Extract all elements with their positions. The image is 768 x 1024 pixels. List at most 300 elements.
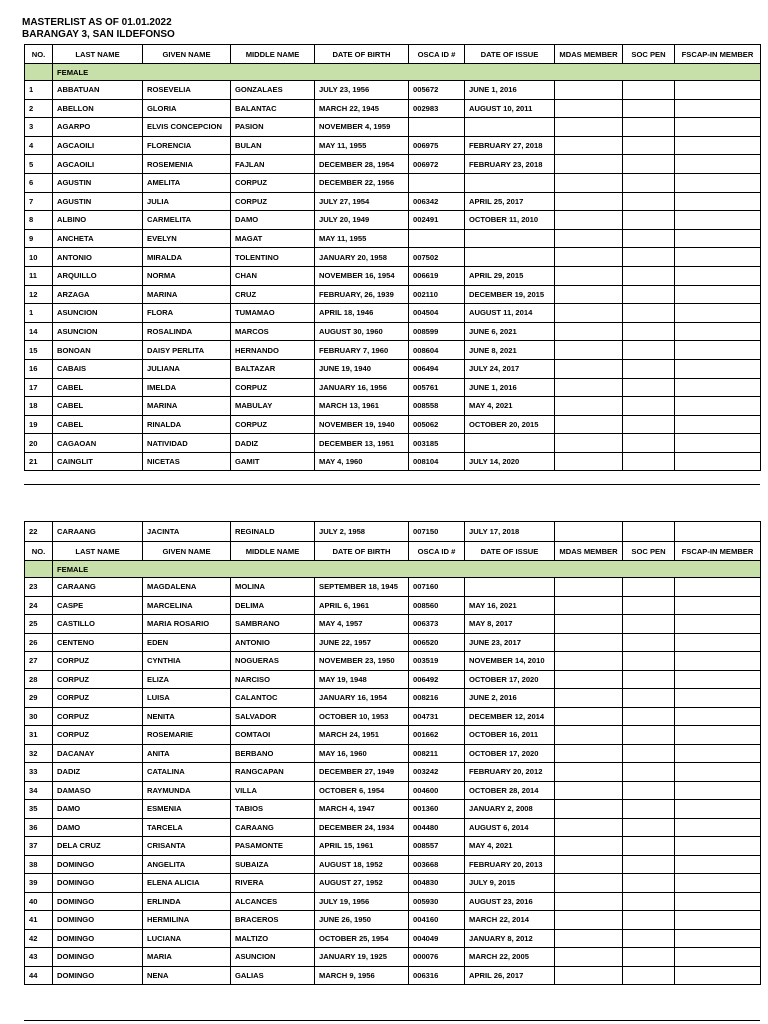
cell-osca-id: 006619: [409, 266, 465, 285]
cell-given-name: MIRALDA: [143, 248, 231, 267]
cell-last-name: ASUNCION: [53, 304, 143, 323]
cell-soc-pen: [623, 966, 675, 985]
cell-osca-id: [409, 173, 465, 192]
cell-middle-name: BALTAZAR: [231, 359, 315, 378]
cell-fscap-in-member: [675, 818, 761, 837]
cell-date-of-issue: OCTOBER 11, 2010: [465, 211, 555, 230]
cell-soc-pen: [623, 855, 675, 874]
cell-date-of-birth: NOVEMBER 16, 1954: [315, 266, 409, 285]
cell-osca-id: 008599: [409, 322, 465, 341]
column-header-mdas-member: MDAS MEMBER: [555, 45, 623, 64]
cell-last-name: CARAANG: [53, 522, 143, 542]
cell-date-of-issue: OCTOBER 28, 2014: [465, 781, 555, 800]
cell-soc-pen: [623, 652, 675, 671]
cell-middle-name: NOGUERAS: [231, 652, 315, 671]
cell-soc-pen: [623, 229, 675, 248]
cell-date-of-birth: MAY 4, 1960: [315, 452, 409, 471]
cell-date-of-birth: MAY 11, 1955: [315, 136, 409, 155]
cell-date-of-issue: MARCH 22, 2005: [465, 948, 555, 967]
cell-middle-name: CORPUZ: [231, 173, 315, 192]
cell-date-of-issue: AUGUST 10, 2011: [465, 99, 555, 118]
cell-no: 3: [25, 118, 53, 137]
cell-given-name: CATALINA: [143, 763, 231, 782]
cell-given-name: EDEN: [143, 633, 231, 652]
cell-last-name: DACANAY: [53, 744, 143, 763]
cell-date-of-birth: FEBRUARY 7, 1960: [315, 341, 409, 360]
cell-no: 38: [25, 855, 53, 874]
cell-fscap-in-member: [675, 173, 761, 192]
cell-osca-id: 006494: [409, 359, 465, 378]
cell-soc-pen: [623, 726, 675, 745]
section-row-female: [25, 561, 761, 578]
cell-date-of-issue: JUNE 8, 2021: [465, 341, 555, 360]
cell-date-of-issue: JUNE 6, 2021: [465, 322, 555, 341]
cell-date-of-issue: JANUARY 8, 2012: [465, 929, 555, 948]
cell-osca-id: 001662: [409, 726, 465, 745]
cell-fscap-in-member: [675, 434, 761, 453]
cell-last-name: DOMINGO: [53, 966, 143, 985]
cell-mdas-member: [555, 522, 623, 542]
column-header-osca-id: OSCA ID #: [409, 542, 465, 561]
cell-date-of-issue: DECEMBER 12, 2014: [465, 707, 555, 726]
cell-date-of-issue: [465, 229, 555, 248]
column-header-last-name: LAST NAME: [53, 542, 143, 561]
cell-middle-name: DELIMA: [231, 596, 315, 615]
cell-given-name: NENITA: [143, 707, 231, 726]
cell-fscap-in-member: [675, 211, 761, 230]
cell-date-of-birth: JULY 20, 1949: [315, 211, 409, 230]
column-header-given-name: GIVEN NAME: [143, 45, 231, 64]
cell-osca-id: 000076: [409, 948, 465, 967]
cell-date-of-birth: DECEMBER 24, 1934: [315, 818, 409, 837]
cell-soc-pen: [623, 744, 675, 763]
cell-date-of-issue: JUNE 2, 2016: [465, 689, 555, 708]
cell-date-of-birth: JULY 2, 1958: [315, 522, 409, 542]
cell-soc-pen: [623, 800, 675, 819]
cell-date-of-issue: AUGUST 6, 2014: [465, 818, 555, 837]
cell-given-name: DAISY PERLITA: [143, 341, 231, 360]
table-row: [25, 596, 761, 615]
cell-no: 16: [25, 359, 53, 378]
table-row: [25, 415, 761, 434]
cell-last-name: BONOAN: [53, 341, 143, 360]
cell-osca-id: 003668: [409, 855, 465, 874]
cell-given-name: GLORIA: [143, 99, 231, 118]
cell-given-name: MARINA: [143, 285, 231, 304]
cell-soc-pen: [623, 341, 675, 360]
cell-no: 37: [25, 837, 53, 856]
column-header-osca-id: OSCA ID #: [409, 45, 465, 64]
cell-mdas-member: [555, 304, 623, 323]
cell-date-of-birth: AUGUST 27, 1952: [315, 874, 409, 893]
cell-date-of-birth: MARCH 4, 1947: [315, 800, 409, 819]
page-divider: [24, 484, 760, 485]
cell-date-of-issue: MAY 8, 2017: [465, 615, 555, 634]
table-row: [25, 948, 761, 967]
cell-no: 15: [25, 341, 53, 360]
cell-date-of-birth: MARCH 22, 1945: [315, 99, 409, 118]
cell-date-of-issue: OCTOBER 17, 2020: [465, 744, 555, 763]
cell-middle-name: CORPUZ: [231, 378, 315, 397]
table-row: [25, 837, 761, 856]
cell-no: 19: [25, 415, 53, 434]
cell-date-of-issue: JANUARY 2, 2008: [465, 800, 555, 819]
cell-middle-name: GALIAS: [231, 966, 315, 985]
cell-soc-pen: [623, 948, 675, 967]
cell-soc-pen: [623, 763, 675, 782]
cell-mdas-member: [555, 763, 623, 782]
cell-date-of-birth: SEPTEMBER 18, 1945: [315, 578, 409, 597]
cell-fscap-in-member: [675, 118, 761, 137]
cell-date-of-issue: JUNE 1, 2016: [465, 81, 555, 100]
table-row: [25, 434, 761, 453]
cell-given-name: NICETAS: [143, 452, 231, 471]
cell-given-name: CYNTHIA: [143, 652, 231, 671]
cell-last-name: CAINGLIT: [53, 452, 143, 471]
table-row: [25, 911, 761, 930]
cell-soc-pen: [623, 322, 675, 341]
column-header-no: NO.: [25, 542, 53, 561]
cell-soc-pen: [623, 911, 675, 930]
cell-given-name: MARIA: [143, 948, 231, 967]
cell-middle-name: MABULAY: [231, 397, 315, 416]
cell-osca-id: 007160: [409, 578, 465, 597]
document-title: MASTERLIST AS OF 01.01.2022: [22, 17, 172, 28]
cell-middle-name: MALTIZO: [231, 929, 315, 948]
cell-date-of-issue: [465, 578, 555, 597]
table-row: [25, 285, 761, 304]
cell-mdas-member: [555, 670, 623, 689]
cell-date-of-issue: JUNE 1, 2016: [465, 378, 555, 397]
cell-date-of-birth: DECEMBER 27, 1949: [315, 763, 409, 782]
cell-mdas-member: [555, 452, 623, 471]
cell-no: 44: [25, 966, 53, 985]
cell-last-name: CABAIS: [53, 359, 143, 378]
cell-osca-id: 002983: [409, 99, 465, 118]
cell-last-name: DOMINGO: [53, 911, 143, 930]
cell-osca-id: 003519: [409, 652, 465, 671]
cell-middle-name: SALVADOR: [231, 707, 315, 726]
column-header-middle-name: MIDDLE NAME: [231, 45, 315, 64]
cell-osca-id: 004480: [409, 818, 465, 837]
cell-middle-name: DAMO: [231, 211, 315, 230]
cell-fscap-in-member: [675, 744, 761, 763]
cell-date-of-issue: OCTOBER 16, 2011: [465, 726, 555, 745]
cell-soc-pen: [623, 929, 675, 948]
cell-given-name: LUCIANA: [143, 929, 231, 948]
cell-mdas-member: [555, 707, 623, 726]
table-row: [25, 578, 761, 597]
cell-no: 40: [25, 892, 53, 911]
cell-last-name: CORPUZ: [53, 707, 143, 726]
cell-osca-id: 004600: [409, 781, 465, 800]
cell-fscap-in-member: [675, 874, 761, 893]
cell-fscap-in-member: [675, 615, 761, 634]
cell-fscap-in-member: [675, 596, 761, 615]
cell-given-name: AMELITA: [143, 173, 231, 192]
cell-date-of-issue: JULY 14, 2020: [465, 452, 555, 471]
cell-osca-id: 004504: [409, 304, 465, 323]
cell-mdas-member: [555, 378, 623, 397]
cell-middle-name: BERBANO: [231, 744, 315, 763]
cell-no: 20: [25, 434, 53, 453]
cell-fscap-in-member: [675, 359, 761, 378]
cell-osca-id: 004160: [409, 911, 465, 930]
cell-fscap-in-member: [675, 929, 761, 948]
cell-osca-id: 005761: [409, 378, 465, 397]
cell-mdas-member: [555, 415, 623, 434]
cell-osca-id: 002110: [409, 285, 465, 304]
cell-middle-name: NARCISO: [231, 670, 315, 689]
cell-no: 8: [25, 211, 53, 230]
column-header-mdas-member: MDAS MEMBER: [555, 542, 623, 561]
header-row: [25, 542, 761, 561]
table-row: [25, 929, 761, 948]
cell-soc-pen: [623, 596, 675, 615]
cell-soc-pen: [623, 285, 675, 304]
cell-no: 4: [25, 136, 53, 155]
cell-date-of-birth: JANUARY 16, 1956: [315, 378, 409, 397]
cell-osca-id: 004830: [409, 874, 465, 893]
table-row: [25, 874, 761, 893]
cell-no: 10: [25, 248, 53, 267]
cell-date-of-birth: FEBRUARY, 26, 1939: [315, 285, 409, 304]
cell-last-name: AGUSTIN: [53, 173, 143, 192]
cell-date-of-issue: APRIL 29, 2015: [465, 266, 555, 285]
cell-last-name: ASUNCION: [53, 322, 143, 341]
cell-no: 2: [25, 99, 53, 118]
cell-given-name: EVELYN: [143, 229, 231, 248]
cell-last-name: CABEL: [53, 415, 143, 434]
cell-last-name: ARQUILLO: [53, 266, 143, 285]
cell-soc-pen: [623, 359, 675, 378]
cell-fscap-in-member: [675, 763, 761, 782]
cell-no: 43: [25, 948, 53, 967]
cell-given-name: MARINA: [143, 397, 231, 416]
cell-soc-pen: [623, 633, 675, 652]
section-spacer: [25, 561, 53, 578]
cell-given-name: NORMA: [143, 266, 231, 285]
cell-soc-pen: [623, 892, 675, 911]
cell-osca-id: 005672: [409, 81, 465, 100]
cell-date-of-birth: APRIL 15, 1961: [315, 837, 409, 856]
cell-fscap-in-member: [675, 911, 761, 930]
cell-last-name: DOMINGO: [53, 948, 143, 967]
cell-no: 14: [25, 322, 53, 341]
cell-given-name: NENA: [143, 966, 231, 985]
cell-fscap-in-member: [675, 266, 761, 285]
cell-soc-pen: [623, 211, 675, 230]
cell-given-name: CRISANTA: [143, 837, 231, 856]
cell-osca-id: 008558: [409, 397, 465, 416]
table-row: [25, 211, 761, 230]
table-row: [25, 118, 761, 137]
cell-fscap-in-member: [675, 578, 761, 597]
table-row: [25, 855, 761, 874]
table-row: [25, 689, 761, 708]
cell-mdas-member: [555, 874, 623, 893]
cell-fscap-in-member: [675, 522, 761, 542]
cell-osca-id: 008604: [409, 341, 465, 360]
cell-osca-id: 008557: [409, 837, 465, 856]
column-header-date-of-birth: DATE OF BIRTH: [315, 45, 409, 64]
cell-date-of-birth: DECEMBER 28, 1954: [315, 155, 409, 174]
table-row: [25, 266, 761, 285]
cell-osca-id: 006316: [409, 966, 465, 985]
cell-date-of-birth: JUNE 26, 1950: [315, 911, 409, 930]
cell-mdas-member: [555, 99, 623, 118]
cell-soc-pen: [623, 397, 675, 416]
cell-given-name: TARCELA: [143, 818, 231, 837]
cell-no: 7: [25, 192, 53, 211]
cell-mdas-member: [555, 192, 623, 211]
cell-osca-id: 008560: [409, 596, 465, 615]
cell-date-of-issue: AUGUST 23, 2016: [465, 892, 555, 911]
section-label: FEMALE: [53, 561, 761, 578]
cell-no: 26: [25, 633, 53, 652]
table-row: [25, 652, 761, 671]
cell-date-of-issue: FEBRUARY 23, 2018: [465, 155, 555, 174]
cell-fscap-in-member: [675, 397, 761, 416]
cell-middle-name: CORPUZ: [231, 192, 315, 211]
cell-middle-name: ASUNCION: [231, 948, 315, 967]
cell-mdas-member: [555, 285, 623, 304]
cell-middle-name: FAJLAN: [231, 155, 315, 174]
table-row: [25, 304, 761, 323]
cell-last-name: CARAANG: [53, 578, 143, 597]
table-row: [25, 155, 761, 174]
cell-fscap-in-member: [675, 155, 761, 174]
cell-fscap-in-member: [675, 837, 761, 856]
cell-middle-name: DADIZ: [231, 434, 315, 453]
cell-mdas-member: [555, 818, 623, 837]
cell-last-name: ANCHETA: [53, 229, 143, 248]
cell-last-name: CAGAOAN: [53, 434, 143, 453]
cell-soc-pen: [623, 266, 675, 285]
cell-date-of-birth: JANUARY 20, 1958: [315, 248, 409, 267]
cell-middle-name: CARAANG: [231, 818, 315, 837]
table-row: [25, 192, 761, 211]
cell-no: 28: [25, 670, 53, 689]
cell-date-of-issue: DECEMBER 19, 2015: [465, 285, 555, 304]
cell-given-name: MAGDALENA: [143, 578, 231, 597]
cell-no: 42: [25, 929, 53, 948]
cell-given-name: ELVIS CONCEPCION: [143, 118, 231, 137]
cell-soc-pen: [623, 781, 675, 800]
cell-mdas-member: [555, 359, 623, 378]
cell-mdas-member: [555, 911, 623, 930]
cell-fscap-in-member: [675, 415, 761, 434]
cell-soc-pen: [623, 155, 675, 174]
cell-mdas-member: [555, 966, 623, 985]
cell-soc-pen: [623, 173, 675, 192]
cell-middle-name: RANGCAPAN: [231, 763, 315, 782]
cell-mdas-member: [555, 211, 623, 230]
cell-soc-pen: [623, 248, 675, 267]
cell-date-of-birth: APRIL 18, 1946: [315, 304, 409, 323]
cell-last-name: DELA CRUZ: [53, 837, 143, 856]
cell-given-name: HERMILINA: [143, 911, 231, 930]
cell-osca-id: 002491: [409, 211, 465, 230]
cell-osca-id: [409, 118, 465, 137]
cell-soc-pen: [623, 615, 675, 634]
cell-osca-id: 005062: [409, 415, 465, 434]
cell-osca-id: 004731: [409, 707, 465, 726]
cell-mdas-member: [555, 322, 623, 341]
header-row: [25, 45, 761, 64]
cell-mdas-member: [555, 173, 623, 192]
cell-no: 32: [25, 744, 53, 763]
cell-given-name: ELENA ALICIA: [143, 874, 231, 893]
cell-no: 34: [25, 781, 53, 800]
cell-osca-id: 006342: [409, 192, 465, 211]
cell-date-of-birth: OCTOBER 10, 1953: [315, 707, 409, 726]
table-row: [25, 781, 761, 800]
table-row: [25, 966, 761, 985]
cell-date-of-birth: MARCH 9, 1956: [315, 966, 409, 985]
cell-date-of-issue: FEBRUARY 27, 2018: [465, 136, 555, 155]
cell-last-name: CORPUZ: [53, 689, 143, 708]
cell-middle-name: MARCOS: [231, 322, 315, 341]
table-row: [25, 359, 761, 378]
cell-no: 1: [25, 81, 53, 100]
cell-last-name: AGARPO: [53, 118, 143, 137]
masterlist-table-page-2: [24, 521, 761, 985]
cell-middle-name: MAGAT: [231, 229, 315, 248]
cell-osca-id: 005930: [409, 892, 465, 911]
table-row: [25, 322, 761, 341]
column-header-given-name: GIVEN NAME: [143, 542, 231, 561]
table-row: [25, 707, 761, 726]
cell-osca-id: 008104: [409, 452, 465, 471]
cell-middle-name: TABIOS: [231, 800, 315, 819]
cell-date-of-issue: OCTOBER 17, 2020: [465, 670, 555, 689]
cell-date-of-issue: FEBRUARY 20, 2013: [465, 855, 555, 874]
cell-mdas-member: [555, 615, 623, 634]
cell-no: 9: [25, 229, 53, 248]
cell-osca-id: 008216: [409, 689, 465, 708]
cell-middle-name: HERNANDO: [231, 341, 315, 360]
cell-osca-id: 006373: [409, 615, 465, 634]
cell-no: 21: [25, 452, 53, 471]
column-header-fscap-in-member: FSCAP-IN MEMBER: [675, 542, 761, 561]
cell-date-of-birth: MAY 4, 1957: [315, 615, 409, 634]
cell-osca-id: [409, 229, 465, 248]
cell-date-of-birth: DECEMBER 22, 1956: [315, 173, 409, 192]
cell-middle-name: SAMBRANO: [231, 615, 315, 634]
cell-fscap-in-member: [675, 670, 761, 689]
section-label: FEMALE: [53, 64, 761, 81]
cell-fscap-in-member: [675, 452, 761, 471]
cell-last-name: DOMINGO: [53, 929, 143, 948]
cell-last-name: CASPE: [53, 596, 143, 615]
cell-last-name: CORPUZ: [53, 652, 143, 671]
cell-mdas-member: [555, 652, 623, 671]
cell-no: 23: [25, 578, 53, 597]
cell-soc-pen: [623, 192, 675, 211]
cell-last-name: CORPUZ: [53, 670, 143, 689]
cell-given-name: JULIANA: [143, 359, 231, 378]
cell-last-name: ANTONIO: [53, 248, 143, 267]
cell-given-name: RAYMUNDA: [143, 781, 231, 800]
table-row: [25, 229, 761, 248]
cell-mdas-member: [555, 434, 623, 453]
cell-date-of-birth: JUNE 19, 1940: [315, 359, 409, 378]
cell-mdas-member: [555, 248, 623, 267]
cell-no: 22: [25, 522, 53, 542]
page-divider-bottom: [24, 1020, 760, 1021]
cell-mdas-member: [555, 229, 623, 248]
